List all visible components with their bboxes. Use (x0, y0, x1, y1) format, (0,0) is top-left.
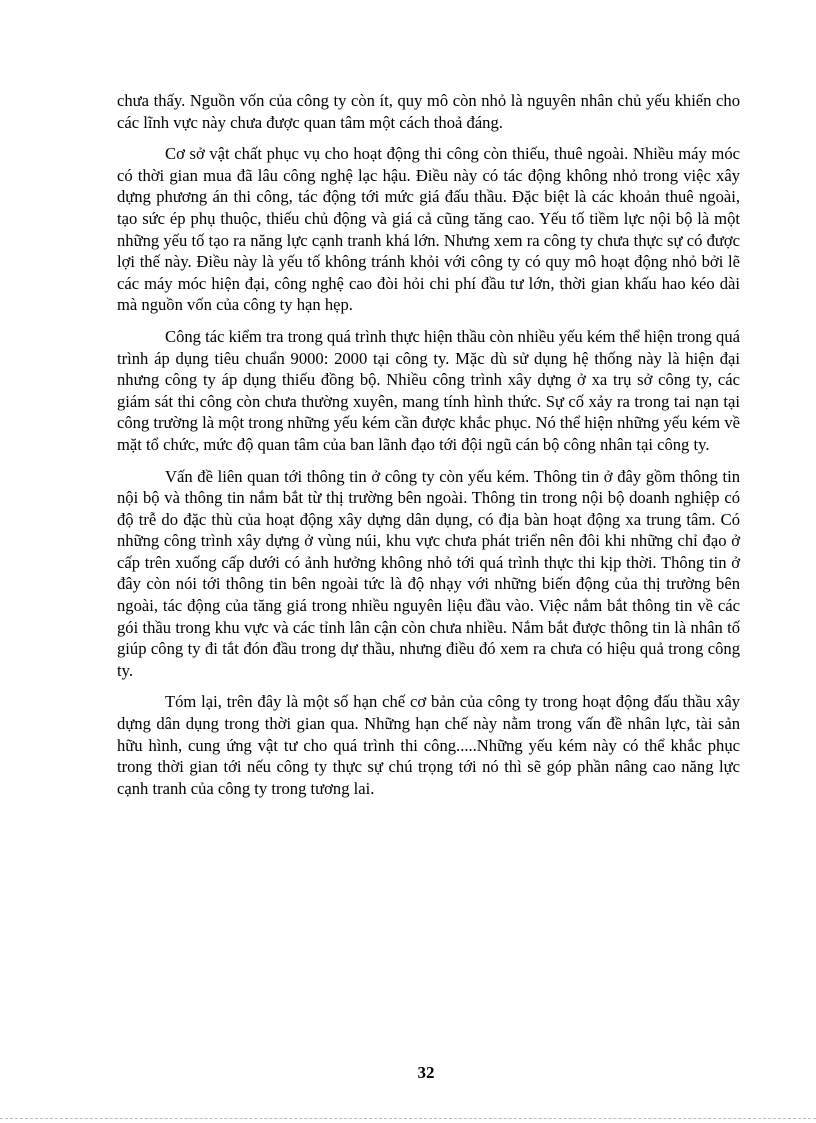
footer-divider (0, 1118, 816, 1119)
paragraph-facilities: Cơ sở vật chất phục vụ cho hoạt động thi công còn thiếu, thuê ngoài. Nhiều máy móc có thời gian mua đã lâu công nghệ lạc hậu. Điều này có tác động không nhỏ trong việc xây dựng phương án thi công, tác động tới mức giá đấu thầu. Đặc biệt là các khoản thuê ngoài, tạo sức ép phụ thuộc, thiếu chủ động và giá cả cũng tăng cao. Yếu tố tiềm lực nội bộ là một những yếu tố tạo ra năng lực cạnh tranh khá lớn. Nhưng xem ra công ty chưa thực sự có được lợi thế này. Điều này là yếu tố không tránh khỏi với công ty có quy mô hoạt động nhỏ bởi lẽ các máy móc hiện đại, công nghệ cao đòi hỏi chi phí đầu tư lớn, thời gian khấu hao kéo dài mà nguồn vốn của công ty hạn hẹp. (117, 144, 740, 315)
paragraph-summary: Tóm lại, trên đây là một số hạn chế cơ bản của công ty trong hoạt động đấu thầu xây dựng dân dụng trong thời gian qua. Những hạn chế này nằm trong vấn đề nhân lực, tài sản hữu hình, cung ứng vật tư cho quá trình thi công.....Những yếu kém này có thể khắc phục trong thời gian tới nếu công ty thực sự chú trọng tới nó thì sẽ góp phần nâng cao năng lực cạnh tranh của công ty trong tương lai. (117, 692, 740, 798)
paragraph-continued: chưa thấy. Nguồn vốn của công ty còn ít, quy mô còn nhỏ là nguyên nhân chủ yếu khiến cho các lĩnh vực này chưa được quan tâm một cách thoả đáng. (117, 91, 740, 132)
paragraph-information: Vấn đề liên quan tới thông tin ở công ty còn yếu kém. Thông tin ở đây gồm thông tin nội bộ và thông tin nắm bắt từ thị trường bên ngoài. Thông tin trong nội bộ doanh nghiệp có độ trễ do đặc thù của hoạt động xây dựng dân dụng, có địa bàn hoạt động xa trung tâm. Có những công trình xây dựng ở vùng núi, khu vực chưa phát triển nên đôi khi những chỉ đạo ở cấp trên xuống cấp dưới có ảnh hưởng không nhỏ tới quá trình thực thi kịp thời. Thông tin ở đây còn nói tới thông tin bên ngoài tức là độ nhạy với những biến động của thị trường bên ngoài, tác động của tăng giá trong nhiều nguyên liệu đầu vào. Việc nắm bắt thông tin về các gói thầu trong khu vực và các tỉnh lân cận còn chưa nhiều. Nắm bắt được thông tin là nhân tố giúp công ty đi tắt đón đầu trong dự thầu, nhưng điều đó xem ra chưa có hiệu quả trong công ty. (117, 466, 740, 680)
page-number: 32 (417, 1063, 435, 1082)
body-text (117, 90, 740, 809)
paragraph-inspection: Công tác kiểm tra trong quá trình thực hiện thầu còn nhiều yếu kém thể hiện trong quá trình áp dụng tiêu chuẩn 9000: 2000 tại công ty. Mặc dù sử dụng hệ thống này là hiện đại nhưng công ty áp dụng thiếu đồng bộ. Nhiều công trình xây dựng ở xa trụ sở công ty, các giám sát thi công còn chưa thường xuyên, mang tính hình thức. Sự cố xảy ra trong tai nạn tại công trường là một trong những yếu kém cần được khắc phục. Nó thể hiện những yếu kém về mặt tổ chức, mức độ quan tâm của ban lãnh đạo tới đội ngũ cán bộ công nhân tại công ty. (117, 326, 740, 454)
